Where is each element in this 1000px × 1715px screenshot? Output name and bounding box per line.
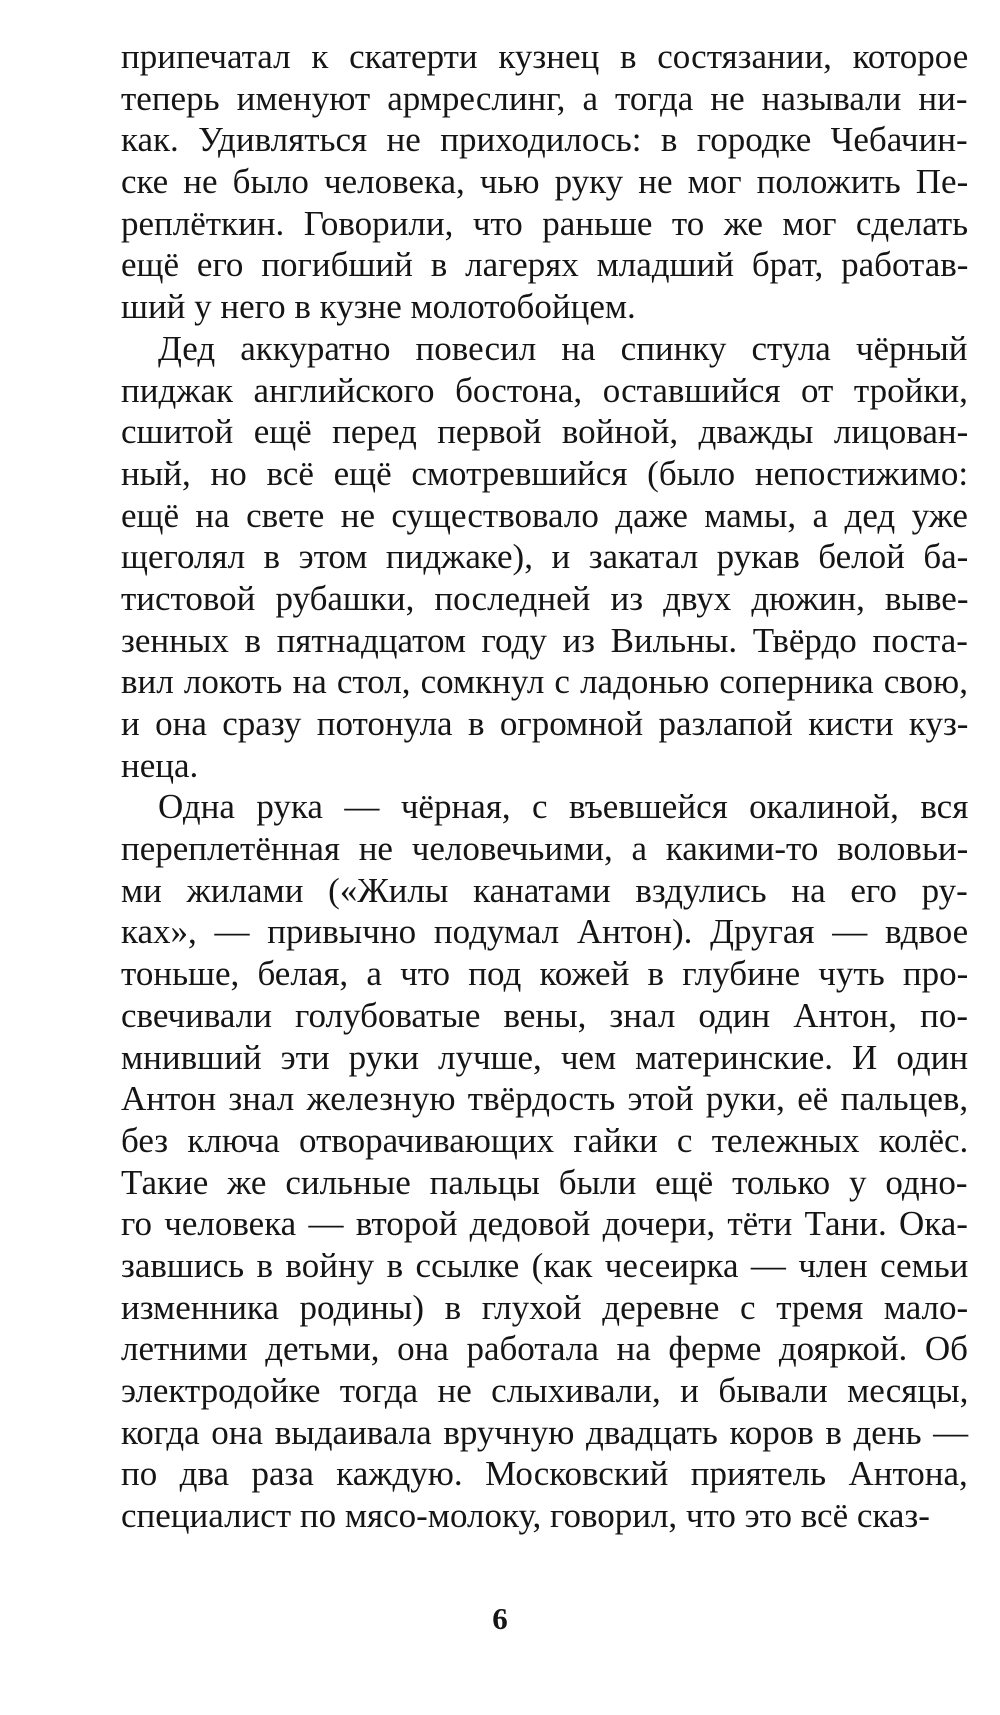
page-body	[121, 36, 968, 1537]
text-line: вил локоть на стол, сомкнул с ладонью соперника свою,	[121, 662, 968, 702]
text-line: Дед аккуратно повесил на спинку стула чёрный	[158, 328, 968, 368]
text-line: неца.	[121, 745, 199, 785]
paragraph	[121, 36, 968, 328]
page-number: 6	[492, 1601, 508, 1636]
text-line: ещё его погибший в лагерях младший брат, работав-	[121, 245, 969, 285]
text-line: сшитой ещё перед первой войной, дважды лицован-	[121, 412, 969, 452]
text-line: переплетённая не человечьими, а какими-то воловьи-	[121, 829, 969, 869]
text-line: электродойке тогда не слыхивали, и бывали месяцы,	[121, 1371, 969, 1410]
text-line: ми жилами («Жилы канатами вздулись на его ру-	[121, 870, 968, 910]
paragraph	[121, 786, 968, 1536]
text-line: тистовой рубашки, последней из двух дюжин, выве-	[121, 578, 969, 618]
text-line: без ключа отворачивающих гайки с тележных колёс.	[121, 1120, 969, 1160]
text-line: когда она выдаивала вручную двадцать коров в день —	[121, 1412, 969, 1452]
text-line: мнивший эти руки лучше, чем материнские. И один	[121, 1037, 969, 1077]
text-line: Такие же сильные пальцы были ещё только у одно-	[121, 1162, 968, 1202]
text-line: и она сразу потонула в огромной разлапой кисти куз-	[121, 704, 969, 743]
text-line: летними детьми, она работала на ферме дояркой. Об	[121, 1329, 968, 1369]
text-line: Одна рука — чёрная, с въевшейся окалиной, вся	[158, 787, 969, 827]
text-line: ках», — привычно подумал Антон). Другая — вдвое	[121, 912, 969, 952]
text-line: свечивали голубоватые вены, знал один Антон, по-	[121, 995, 969, 1035]
text-line: тоньше, белая, а что под кожей в глубине чуть про-	[121, 954, 969, 994]
text-line: завшись в войну в ссылке (как чесеирка — член семьи	[121, 1245, 969, 1285]
text-line: ске не было человека, чью руку не мог положить Пе-	[121, 162, 969, 202]
text-line: припечатал к скатерти кузнец в состязании, которое	[121, 37, 969, 76]
text-line: го человека — второй дедовой дочери, тёти Тани. Ока-	[121, 1204, 968, 1244]
paragraph	[121, 328, 968, 787]
text-line: Антон знал железную твёрдость этой руки, её пальцев,	[121, 1079, 969, 1119]
text-line: пиджак английского бостона, оставшийся от тройки,	[121, 370, 968, 410]
text-line: как. Удивляться не приходилось: в городке Чебачин-	[121, 120, 968, 160]
text-line: по два раза каждую. Московский приятель Антона,	[121, 1454, 968, 1494]
text-line: ший у него в кузне молотобойцем.	[121, 287, 636, 327]
text-line: реплёткин. Говорили, что раньше то же мог сделать	[121, 203, 969, 243]
text-line: специалист по мясо-молоку, говорил, что это всё сказ-	[121, 1496, 930, 1536]
text-line: теперь именуют армреслинг, а тогда не называли ни-	[121, 78, 968, 118]
text-line: щеголял в этом пиджаке), и закатал рукав белой ба-	[121, 537, 969, 577]
text-line: зенных в пятнадцатом году из Вильны. Твёрдо поста-	[121, 620, 968, 660]
text-line: ещё на свете не существовало даже мамы, а дед уже	[121, 495, 968, 535]
text-line: изменника родины) в глухой деревне с тремя мало-	[121, 1287, 969, 1327]
text-line: ный, но всё ещё смотревшийся (было непостижимо:	[121, 453, 969, 493]
